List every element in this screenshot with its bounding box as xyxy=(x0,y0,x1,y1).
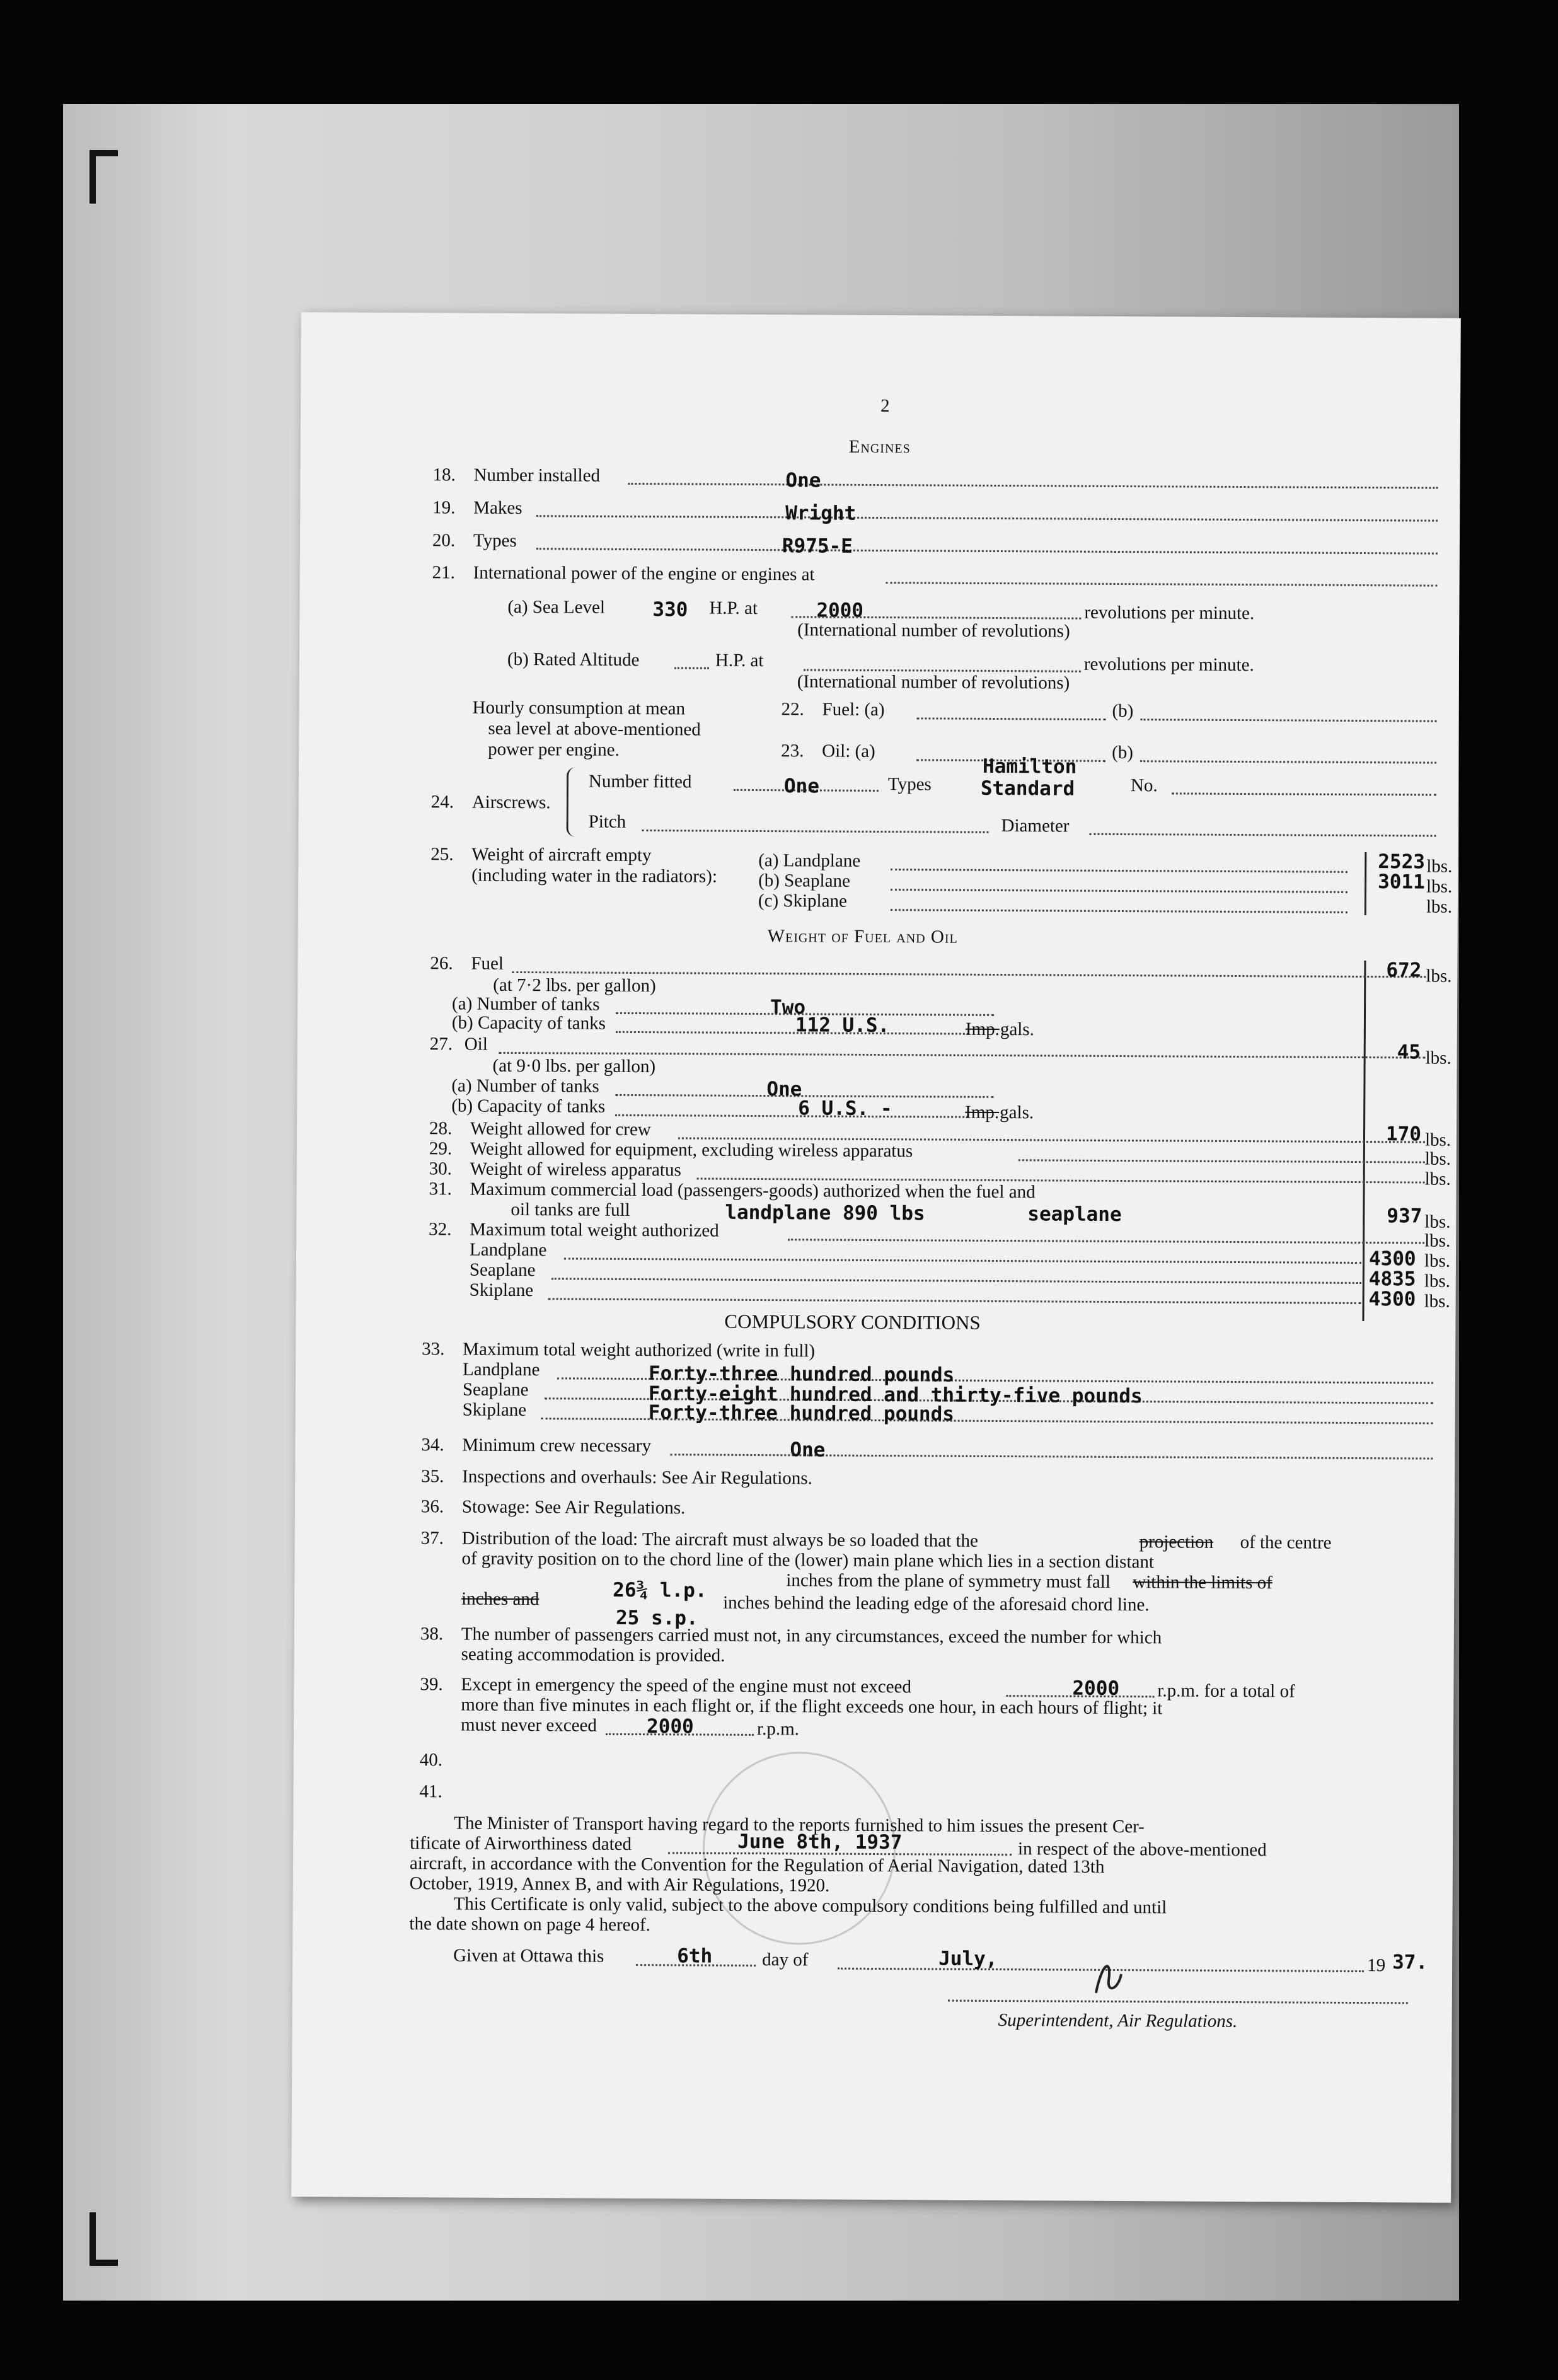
weight-empty-1: Weight of aircraft empty xyxy=(471,844,652,866)
oil-number-tanks-value: One xyxy=(766,1078,802,1101)
item-41-number: 41. xyxy=(419,1781,442,1802)
oil-capacity-label: (b) Capacity of tanks xyxy=(451,1095,606,1117)
weight-empty-2: (including water in the radiators): xyxy=(471,865,718,887)
oil-weight: 45 xyxy=(1397,1041,1421,1064)
item-20-label: Types xyxy=(473,530,517,551)
dotted-leader xyxy=(536,515,1438,521)
item-19-number: 19. xyxy=(432,497,456,518)
seaplane-weight: 3011 xyxy=(1378,870,1425,894)
imp-struck: Imp. xyxy=(965,1019,1000,1040)
hourly-consumption-3: power per engine. xyxy=(488,739,620,760)
item-25-number: 25. xyxy=(430,844,454,865)
item-38-number: 38. xyxy=(420,1624,444,1644)
item-34-label: Minimum crew necessary xyxy=(462,1435,652,1457)
item-37-struck-inches: inches and xyxy=(461,1588,540,1610)
pitch-label: Pitch xyxy=(588,811,626,832)
types-label: Types xyxy=(887,774,932,795)
item-35-number: 35. xyxy=(421,1466,444,1487)
max-seaplane-value: 4835 xyxy=(1368,1268,1416,1291)
oil-capacity-value: 6 U.S. - xyxy=(798,1097,892,1121)
dotted-leader xyxy=(551,1278,1361,1284)
dotted-leader xyxy=(642,829,989,833)
rated-altitude-label: (b) Rated Altitude xyxy=(507,649,640,671)
sea-level-rpm: 2000 xyxy=(816,599,864,622)
hourly-consumption-2: sea level at above-mentioned xyxy=(488,718,701,740)
dotted-leader xyxy=(1140,760,1436,763)
airworthiness-date: June 8th, 1937 xyxy=(737,1830,903,1854)
dotted-leader xyxy=(536,548,1438,554)
item-32-label: Maximum total weight authorized xyxy=(470,1219,719,1241)
signature-line xyxy=(948,2000,1408,2004)
item-39-line-3b: r.p.m. xyxy=(756,1719,800,1740)
number-fitted-label: Number fitted xyxy=(588,771,692,792)
sea-level-label: (a) Sea Level xyxy=(507,596,606,618)
lbs-unit: lbs. xyxy=(1426,896,1453,917)
fuel-a-label: Fuel: (a) xyxy=(822,699,885,720)
crop-mark-top-left-h xyxy=(89,150,118,156)
item-37-struck-limits: within the limits of xyxy=(1133,1572,1272,1593)
comp-skiplane-label: Skiplane xyxy=(462,1399,527,1421)
sea-level-hp: 330 xyxy=(652,598,688,621)
given-year: 37. xyxy=(1392,1951,1428,1974)
item-21-label: International power of the engine or engines at xyxy=(473,562,815,585)
given-day: 6th xyxy=(677,1944,713,1968)
lbs-unit: lbs. xyxy=(1424,1291,1450,1312)
engines-heading: Engines xyxy=(848,436,911,458)
commercial-load-landplane: landplane 890 lbs xyxy=(725,1201,925,1225)
commercial-load-seaplane: seaplane xyxy=(1027,1203,1122,1227)
item-37-line-1: Distribution of the load: The aircraft must always be so loaded that the xyxy=(461,1528,979,1551)
airscrew-type-2: Standard xyxy=(980,777,1075,800)
item-33-label: Maximum total weight authorized (write in full) xyxy=(463,1339,816,1361)
crop-mark-bottom-left xyxy=(89,2212,96,2266)
item-35-label: Inspections and overhauls: See Air Regulations. xyxy=(462,1466,812,1489)
item-28-label: Weight allowed for crew xyxy=(470,1118,651,1140)
item-40-number: 40. xyxy=(419,1750,443,1771)
item-37-line-1b: of the centre xyxy=(1240,1532,1332,1553)
cert-line-6: the date shown on page 4 hereof. xyxy=(409,1914,651,1936)
item-31-number: 31. xyxy=(429,1179,452,1199)
item-37-line-4: inches behind the leading edge of the aforesaid chord line. xyxy=(723,1592,1150,1615)
cert-line-2b: in respect of the above-mentioned xyxy=(1018,1839,1267,1861)
item-18-number: 18. xyxy=(432,465,456,485)
comp-seaplane-label: Seaplane xyxy=(462,1379,529,1401)
cert-line-3: aircraft, in accordance with the Convention for the Regulation of Aerial Navigation, dated 13th xyxy=(409,1853,1105,1877)
dotted-leader xyxy=(788,1239,1424,1244)
max-skiplane-value: 4300 xyxy=(1368,1288,1416,1311)
crop-mark-top-left xyxy=(89,150,96,204)
fuel-b-label: (b) xyxy=(1112,700,1134,722)
item-31-label-1: Maximum commercial load (passengers-goods) authorized when the fuel and xyxy=(470,1179,1036,1203)
dotted-leader xyxy=(670,1453,1433,1459)
item-36-number: 36. xyxy=(420,1496,444,1517)
column-rule xyxy=(1365,852,1367,915)
lbs-unit: lbs. xyxy=(1424,1230,1451,1251)
lbs-unit: lbs. xyxy=(1424,1211,1451,1232)
item-26-number: 26. xyxy=(430,953,453,974)
fuel-capacity-value: 112 U.S. xyxy=(795,1014,890,1037)
dotted-leader xyxy=(886,582,1438,587)
oil-a-label: Oil: (a) xyxy=(822,741,875,761)
fuel-oil-heading: Weight of Fuel and Oil xyxy=(767,926,958,947)
gals-unit: gals. xyxy=(1000,1102,1034,1123)
item-39-number: 39. xyxy=(420,1674,443,1695)
given-month: July, xyxy=(938,1947,998,1971)
cert-line-1: The Minister of Transport having regard to the reports furnished to him issues the present Cer- xyxy=(454,1813,1145,1837)
dotted-leader xyxy=(616,1031,969,1035)
cert-line-2a: tificate of Airworthiness dated xyxy=(410,1833,632,1854)
item-29-label: Weight allowed for equipment, excluding wireless apparatus xyxy=(470,1138,913,1162)
crew-weight: 170 xyxy=(1385,1123,1422,1146)
dotted-leader xyxy=(891,909,1347,913)
given-at-label: Given at Ottawa this xyxy=(453,1945,604,1967)
brace xyxy=(566,767,577,836)
item-38-line-2: seating accommodation is provided. xyxy=(461,1644,725,1666)
item-39-line-1b: r.p.m. for a total of xyxy=(1157,1680,1295,1702)
item-39-line-1a: Except in emergency the speed of the engine must not exceed xyxy=(461,1674,912,1697)
dotted-leader xyxy=(916,717,1105,720)
dotted-leader xyxy=(548,1298,1361,1304)
lbs-unit: lbs. xyxy=(1426,856,1453,877)
cert-line-4: October, 1919, Annex B, and with Air Regulations, 1920. xyxy=(409,1873,830,1896)
item-36-label: Stowage: See Air Regulations. xyxy=(461,1496,686,1518)
dotted-leader xyxy=(891,889,1347,893)
dotted-leader xyxy=(674,667,709,669)
oil-number-tanks-label: (a) Number of tanks xyxy=(451,1075,599,1097)
lbs-unit: lbs. xyxy=(1424,1169,1451,1189)
item-22-number: 22. xyxy=(781,699,804,720)
lbs-unit: lbs. xyxy=(1424,1129,1451,1150)
max-skiplane-label: Skiplane xyxy=(469,1280,534,1301)
item-27-number: 27. xyxy=(429,1034,453,1054)
gals-unit: gals. xyxy=(1000,1019,1034,1040)
comp-skiplane-value: Forty-three hundred pounds xyxy=(648,1401,955,1426)
comp-seaplane-value: Forty-eight hundred and thirty-five pounds xyxy=(648,1382,1143,1408)
item-37-line-3: inches from the plane of symmetry must fall xyxy=(786,1570,1111,1592)
imp-struck: Imp. xyxy=(965,1102,1000,1123)
item-32-number: 32. xyxy=(429,1219,452,1240)
item-18-label: Number installed xyxy=(473,465,601,486)
year-prefix: 19 xyxy=(1367,1955,1386,1976)
item-29-number: 29. xyxy=(429,1138,453,1159)
max-seaplane-label: Seaplane xyxy=(469,1259,536,1281)
item-18-value: One xyxy=(785,469,821,492)
item-31-label-2: oil tanks are full xyxy=(511,1199,630,1220)
number-fitted-value: One xyxy=(783,775,820,798)
fuel-label: Fuel xyxy=(471,953,504,974)
comp-landplane-value: Forty-three hundred pounds xyxy=(648,1362,955,1387)
day-of-label: day of xyxy=(762,1950,809,1970)
hp-at-label-2: H.P. at xyxy=(715,650,764,671)
fuel-weight: 672 xyxy=(1386,959,1422,982)
fuel-capacity-label: (b) Capacity of tanks xyxy=(451,1012,606,1034)
min-crew-value: One xyxy=(790,1438,826,1462)
rev-per-min-2: revolutions per minute. xyxy=(1083,654,1254,676)
item-20-number: 20. xyxy=(432,530,456,551)
page-number: 2 xyxy=(880,396,890,417)
crop-mark-bottom-left-h xyxy=(89,2260,118,2266)
item-39-line-3a: must never exceed xyxy=(461,1714,597,1736)
dotted-leader xyxy=(1172,792,1436,795)
item-20-value: R975-E xyxy=(782,534,853,558)
item-37-line-2: of gravity position on to the chord line of the (lower) main plane which lies in a section distant xyxy=(461,1548,1155,1573)
landplane-label: (a) Landplane xyxy=(758,850,861,871)
dotted-leader xyxy=(1140,719,1436,722)
lbs-unit: lbs. xyxy=(1425,1048,1451,1068)
item-21-number: 21. xyxy=(432,562,456,583)
item-28-number: 28. xyxy=(429,1118,453,1139)
signature-mark xyxy=(1090,1955,1128,1999)
item-37-cg-seaplane: 25 s.p. xyxy=(615,1606,698,1630)
item-24-number: 24. xyxy=(430,792,454,812)
dotted-leader xyxy=(628,483,1438,489)
never-exceed-rpm: 2000 xyxy=(647,1715,694,1738)
airscrews-label: Airscrews. xyxy=(471,792,551,813)
comp-landplane-label: Landplane xyxy=(462,1359,540,1380)
fuel-rate: (at 7·2 lbs. per gallon) xyxy=(493,974,656,996)
lbs-unit: lbs. xyxy=(1424,1251,1451,1271)
no-label: No. xyxy=(1130,775,1158,796)
diameter-label: Diameter xyxy=(1001,816,1070,836)
item-23-number: 23. xyxy=(781,741,804,761)
item-34-number: 34. xyxy=(421,1435,444,1455)
intl-rev-note-2: (International number of revolutions) xyxy=(797,671,1070,693)
fuel-number-tanks-value: Two xyxy=(770,996,806,1019)
max-landplane-label: Landplane xyxy=(469,1239,547,1261)
item-37-cg-landplane: 26¾ l.p. xyxy=(613,1578,707,1602)
item-30-label: Weight of wireless apparatus xyxy=(470,1158,681,1181)
oil-rate: (at 9·0 lbs. per gallon) xyxy=(492,1055,656,1077)
hourly-consumption-1: Hourly consumption at mean xyxy=(472,697,686,719)
cert-line-5: This Certificate is only valid, subject to the above compulsory conditions being fulfilled and until xyxy=(453,1893,1167,1918)
lbs-unit: lbs. xyxy=(1426,876,1453,897)
item-38-line-1: The number of passengers carried must not, in any circumstances, exceed the number for which xyxy=(461,1624,1162,1648)
dotted-leader xyxy=(891,869,1347,873)
skiplane-label: (c) Skiplane xyxy=(758,891,847,911)
max-landplane-value: 4300 xyxy=(1368,1247,1416,1271)
item-30-number: 30. xyxy=(429,1158,453,1179)
dotted-leader xyxy=(615,1114,968,1118)
item-19-label: Makes xyxy=(473,497,522,519)
item-33-number: 33. xyxy=(422,1339,445,1360)
lbs-unit: lbs. xyxy=(1424,1148,1451,1169)
item-37-struck-projection: projection xyxy=(1139,1532,1214,1552)
landplane-weight: 2523 xyxy=(1378,850,1426,874)
hp-at-label: H.P. at xyxy=(709,598,758,619)
oil-label: Oil xyxy=(464,1034,488,1054)
dotted-leader xyxy=(564,1257,1361,1264)
compulsory-heading: COMPULSORY CONDITIONS xyxy=(724,1310,981,1334)
oil-b-label: (b) xyxy=(1112,742,1134,763)
lbs-unit: lbs. xyxy=(1426,966,1452,986)
item-19-value: Wright xyxy=(785,502,857,525)
item-39-line-2: more than five minutes in each flight or, if the flight exceeds one hour, in each hours of flight; it xyxy=(461,1694,1163,1719)
dotted-leader xyxy=(1090,833,1436,837)
lbs-unit: lbs. xyxy=(1424,1271,1450,1291)
commercial-load-value: 937 xyxy=(1387,1204,1422,1228)
signature-title: Superintendent, Air Regulations. xyxy=(998,2010,1238,2032)
rev-per-min: revolutions per minute. xyxy=(1084,602,1255,624)
certificate-page xyxy=(291,312,1461,2203)
seaplane-label: (b) Seaplane xyxy=(758,870,850,891)
airscrew-type-1: Hamilton xyxy=(982,754,1077,778)
intl-rev-note: (International number of revolutions) xyxy=(797,620,1070,642)
fuel-number-tanks-label: (a) Number of tanks xyxy=(452,993,600,1015)
max-rpm-value: 2000 xyxy=(1072,1677,1120,1701)
item-37-number: 37. xyxy=(420,1528,444,1549)
